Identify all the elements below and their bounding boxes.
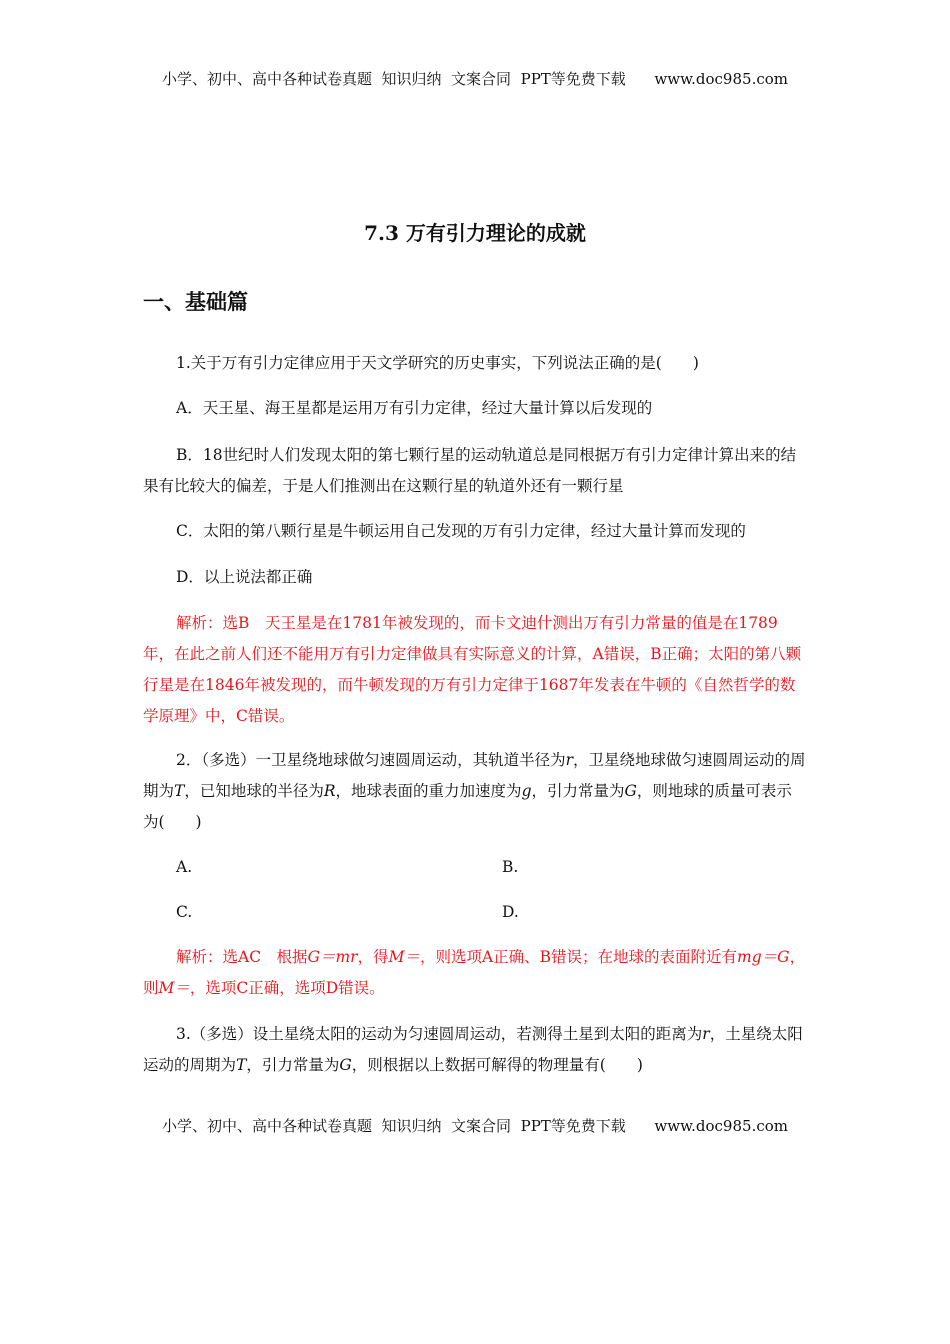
q2-stem: 2．（多选）一卫星绕地球做匀速圆周运动，其轨道半径为r，卫星绕地球做匀速圆周运动的周期为T，已知地球的半径为R，地球表面的重力加速度为g，引力常量为G，则地球的质量可表示为( ) (143, 751, 806, 831)
q2-option-a: A. (176, 858, 193, 876)
q2-answer: 解析：选AC 根据G＝mr，得M＝，则选项A正确、B错误；在地球的表面附近有mg＝G，则M＝，选项C正确，选项D错误。 (143, 948, 806, 997)
q1-option-d: D．以上说法都正确 (176, 568, 313, 586)
section-heading: 一、基础篇 (143, 289, 248, 314)
q3-stem: 3.（多选）设土星绕太阳的运动为匀速圆周运动，若测得土星到太阳的距离为r，土星绕太阳运动的周期为T，引力常量为G，则根据以上数据可解得的物理量有( ) (143, 1025, 803, 1074)
q2-option-c: C. (176, 903, 193, 921)
q1-stem: 1.关于万有引力定律应用于天文学研究的历史事实，下列说法正确的是( ) (176, 354, 699, 372)
q1-option-c: C．太阳的第八颗行星是牛顿运用自己发现的万有引力定律，经过大量计算而发现的 (176, 522, 746, 540)
q1-answer: 解析：选B 天王星是在1781年被发现的，而卡文迪什测出万有引力常量的值是在1789年，在此之前人们还不能用万有引力定律做具有实际意义的计算，A错误，B正确；太阳的第八颗行星是在1846年被发现的，而牛顿发现的万有引力定律于1687年发表在牛顿的《自然哲学的数学原理》中，C错误。 (143, 614, 802, 725)
page-footer: 小学、初中、高中各种试卷真题 知识归纳 文案合同 PPT等免费下载 www.doc985.com (161, 1117, 788, 1135)
q1-option-b: B．18世纪时人们发现太阳的第七颗行星的运动轨道总是同根据万有引力定律计算出来的结果有比较大的偏差，于是人们推测出在这颗行星的轨道外还有一颗行星 (143, 446, 797, 495)
page-header: 小学、初中、高中各种试卷真题 知识归纳 文案合同 PPT等免费下载 www.doc985.com (161, 70, 788, 88)
q2-option-d: D. (502, 903, 519, 921)
q1-option-a: A．天王星、海王星都是运用万有引力定律，经过大量计算以后发现的 (176, 399, 653, 417)
page-title: 7.3 万有引力理论的成就 (364, 221, 586, 245)
q2-option-b: B. (502, 858, 519, 876)
